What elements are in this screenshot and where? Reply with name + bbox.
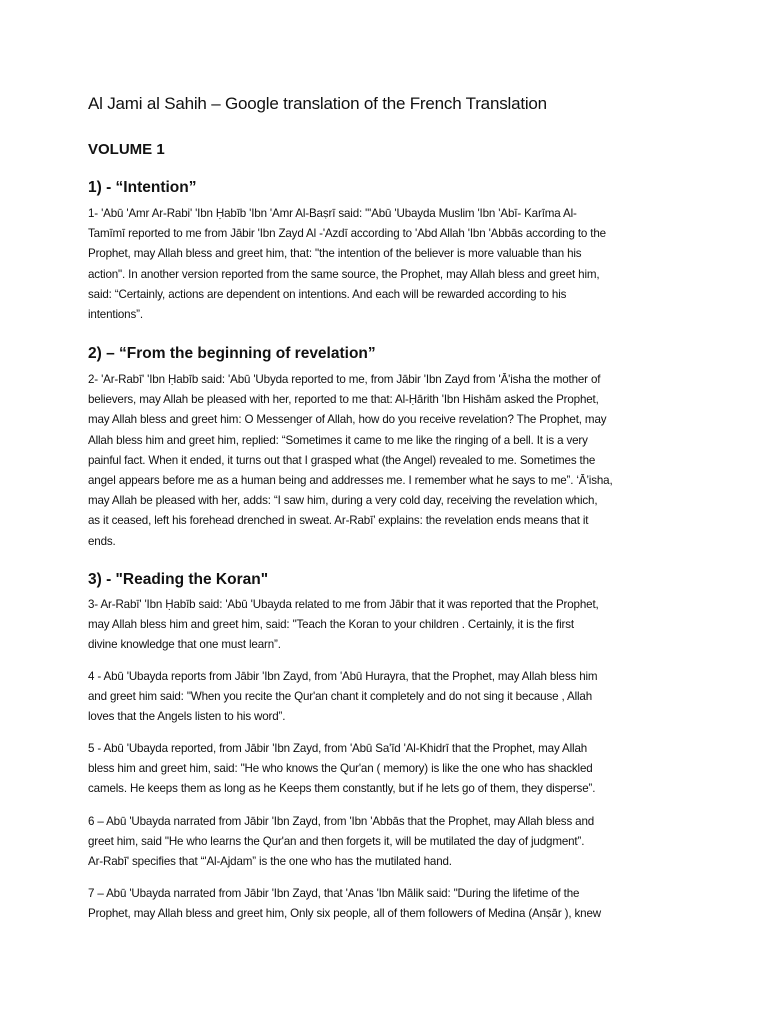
paragraph-line: angel appears before me as a human being and addresses me. I remember what he says to me”. ‘Ā’isha, — [88, 474, 613, 488]
paragraph-line: as it ceased, left his forehead drenched in sweat. Ar-Rabī’ explains: the revelation ends means that it — [88, 514, 589, 528]
hadith-paragraph-7 — [88, 884, 684, 924]
paragraph-line: painful fact. When it ended, it turns out that I grasped what (the Angel) revealed to me. Sometimes the — [88, 453, 596, 467]
volume-heading: VOLUME 1 — [88, 141, 165, 158]
paragraph-line: 1- 'Abū 'Amr Ar-Rabi' 'Ibn Ḥabīb 'Ibn 'Amr Al-Baṣrī said: "'Abū 'Ubayda Muslim 'Ibn 'Abī- Karīma Al- — [88, 207, 577, 220]
hadith-paragraph-1 — [88, 204, 684, 325]
section-heading-reading-koran: 3) - "Reading the Koran" — [88, 571, 269, 588]
paragraph-line: loves that the Angels listen to his word”. — [88, 710, 286, 724]
paragraph-line: 5 - Abū 'Ubayda reported, from Jābir 'Ibn Zayd, from 'Abū Sa'īd 'Al-Khidrī that the Prophet, may Allah — [88, 742, 588, 755]
hadith-paragraph-4 — [88, 667, 684, 728]
paragraph-line: may Allah bless him and greet him, said: "Teach the Koran to your children . Certainly, it is the first — [88, 618, 574, 632]
document-title: Al Jami al Sahih – Google translation of the French Translation — [88, 94, 547, 113]
paragraph-line: believers, may Allah be pleased with her, reported to me that: Al-Ḥārith 'Ibn Hishām asked the Prophet, — [88, 393, 599, 407]
paragraph-line: action". In another version reported from the same source, the Prophet, may Allah bless and greet him, — [88, 267, 600, 281]
paragraph-line: 7 – Abū 'Ubayda narrated from Jābir 'Ibn Zayd, that 'Anas 'Ibn Mālik said: "During the lifetime of the — [88, 887, 580, 900]
hadith-paragraph-2 — [88, 370, 684, 552]
paragraph-line: 2- 'Ar-Rabī' 'Ibn Ḥabīb said: 'Abū 'Ubyda reported to me, from Jābir 'Ibn Zayd from 'Ā'isha the mother of — [88, 373, 601, 386]
paragraph-line: may Allah bless and greet him: O Messenger of Allah, how do you receive revelation? The Prophet, may — [88, 413, 607, 427]
paragraph-line: Tamīmī reported to me from Jābir 'Ibn Zayd Al -'Azdī according to 'Abd Allah 'Ibn 'Abbās according to the — [88, 227, 606, 241]
paragraph-line: Ar-Rabī' specifies that “'Al-Ajdam” is the one who has the mutilated hand. — [88, 855, 452, 869]
paragraph-line: bless him and greet him, said: "He who knows the Qur'an ( memory) is like the one who has shackled — [88, 762, 593, 776]
paragraph-line: 4 - Abū 'Ubayda reports from Jābir 'Ibn Zayd, from 'Abū Hurayra, that the Prophet, may Allah bless him — [88, 670, 598, 683]
paragraph-line: intentions”. — [88, 308, 143, 322]
hadith-paragraph-6 — [88, 812, 684, 873]
hadith-paragraph-3 — [88, 595, 684, 656]
paragraph-line: Prophet, may Allah bless and greet him, that: "the intention of the believer is more valuable than his — [88, 247, 582, 261]
paragraph-line: ends. — [88, 534, 116, 548]
section-heading-intention: 1) - “Intention” — [88, 179, 197, 196]
section-heading-revelation: 2) – “From the beginning of revelation” — [88, 345, 376, 362]
paragraph-line: greet him, said "He who learns the Qur'an and then forgets it, will be mutilated the day of judgment”. — [88, 835, 585, 849]
paragraph-line: and greet him said: "When you recite the Qur'an chant it completely and do not sing it because , Allah — [88, 690, 593, 704]
hadith-paragraph-5 — [88, 739, 684, 800]
paragraph-line: divine knowledge that one must learn”. — [88, 638, 281, 652]
paragraph-line: Prophet, may Allah bless and greet him, Only six people, all of them followers of Medina (Anṣār ), knew — [88, 907, 601, 921]
paragraph-line: camels. He keeps them as long as he Keeps them constantly, but if he lets go of them, they disperse”. — [88, 782, 596, 796]
paragraph-line: Allah bless him and greet him, replied: “Sometimes it came to me like the ringing of a bell. It is a very — [88, 433, 588, 447]
paragraph-line: 6 – Abū 'Ubayda narrated from Jābir 'Ibn Zayd, from 'Ibn 'Abbās that the Prophet, may Allah bless and — [88, 815, 595, 828]
paragraph-line: said: “Certainly, actions are dependent on intentions. And each will be rewarded according to his — [88, 287, 567, 301]
paragraph-line: 3- Ar-Rabī' 'Ibn Ḥabīb said: 'Abū 'Ubayda related to me from Jābir that it was reported that the Prophet, — [88, 598, 599, 611]
paragraph-line: may Allah be pleased with her, adds: “I saw him, during a very cold day, receiving the revelation which, — [88, 494, 598, 508]
